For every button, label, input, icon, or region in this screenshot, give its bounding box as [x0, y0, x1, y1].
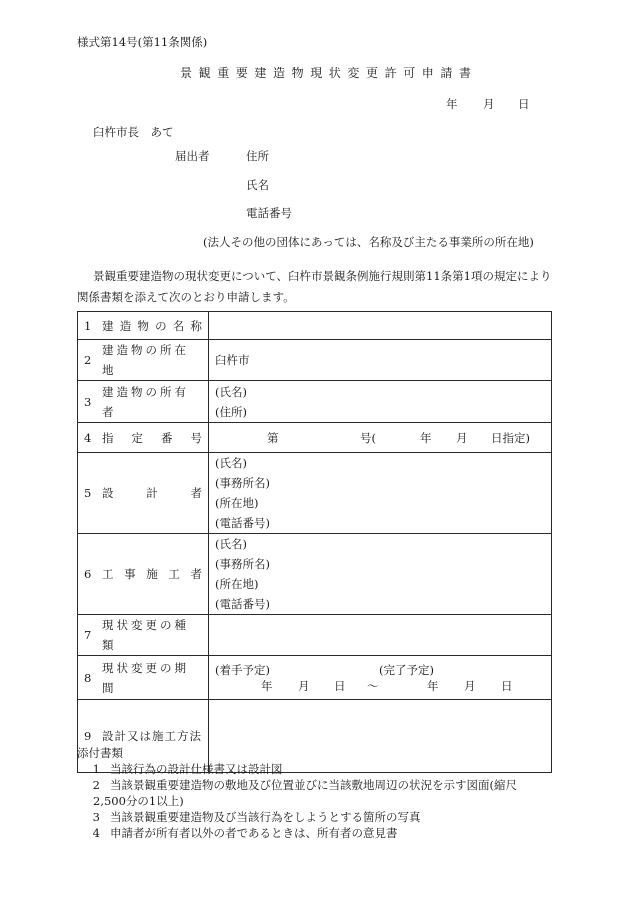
addressee: 臼杵市長 あて	[93, 125, 174, 139]
building-location-field[interactable]: 臼杵市	[209, 340, 552, 381]
label-designer: 5 設 計 者	[78, 453, 209, 534]
attachment-item-continued: 2,500分の1以上)	[93, 794, 184, 808]
label-building-owner: 3 建造物の所有者	[78, 381, 209, 423]
label-building-location: 2 建造物の所在地	[78, 340, 209, 381]
attachments-section	[77, 745, 557, 841]
attachment-item: 3 当該景観重要建造物及び当該行為をしようとする箇所の写真	[92, 810, 421, 824]
label-designation-number: 4 指 定 番 号	[78, 423, 209, 453]
intro-line-1: 景観重要建造物の現状変更について、臼杵市景観条例施行規則第11条第1項の規定により	[93, 269, 552, 283]
form-number: 様式第14号(第11条関係)	[77, 35, 208, 49]
change-type-field[interactable]	[209, 615, 552, 656]
applicant-name-label: 氏名	[246, 178, 269, 192]
contractor-field[interactable]: (氏名) (事務所名) (所在地) (電話番号)	[209, 534, 552, 615]
applicant-phone-label: 電話番号	[246, 206, 292, 220]
applicant-label: 届出者	[175, 149, 210, 163]
label-change-period: 8 現状変更の期間	[78, 656, 209, 700]
row-contractor	[78, 534, 552, 615]
date-month: 月	[483, 97, 495, 111]
row-change-period	[78, 656, 552, 700]
label-building-name: 1 建 造 物 の 名 称	[78, 312, 209, 340]
row-building-name	[78, 312, 552, 340]
row-change-type	[78, 615, 552, 656]
applicant-address-label: 住所	[246, 149, 269, 163]
attachment-item: 1 当該行為の設計仕様書又は設計図	[92, 762, 283, 776]
designation-number-field[interactable]: 第 号( 年 月 日指定)	[209, 423, 552, 453]
intro-line-2: 関係書類を添えて次のとおり申請します。	[77, 290, 295, 304]
attachment-item: 2 当該景観重要建造物の敷地及び位置並びに当該敷地周辺の状況を示す図面(縮尺	[92, 778, 517, 792]
label-design-method: 9 設計又は施工方法	[78, 700, 209, 773]
label-change-type: 7 現状変更の種類	[78, 615, 209, 656]
date-year: 年	[446, 97, 458, 111]
row-designation-number	[78, 423, 552, 453]
row-building-owner	[78, 381, 552, 423]
application-table	[77, 311, 552, 773]
building-owner-field[interactable]: (氏名) (住所)	[209, 381, 552, 423]
row-building-location	[78, 340, 552, 381]
label-contractor: 6 工 事 施 工 者	[78, 534, 209, 615]
building-name-field[interactable]	[209, 312, 552, 340]
change-period-field[interactable]: (着手予定) (完了予定) 年 月 日 ～ 年 月 日	[209, 656, 552, 700]
applicant-note: (法人その他の団体にあっては、名称及び主たる事業所の所在地)	[203, 235, 534, 249]
date-day: 日	[518, 97, 530, 111]
designer-field[interactable]: (氏名) (事務所名) (所在地) (電話番号)	[209, 453, 552, 534]
attachments-heading: 添付書類	[77, 746, 123, 760]
attachment-item: 4 申請者が所有者以外の者であるときは、所有者の意見書	[92, 826, 398, 840]
row-designer	[78, 453, 552, 534]
document-title: 景観重要建造物現状変更許可申請書	[180, 66, 478, 80]
